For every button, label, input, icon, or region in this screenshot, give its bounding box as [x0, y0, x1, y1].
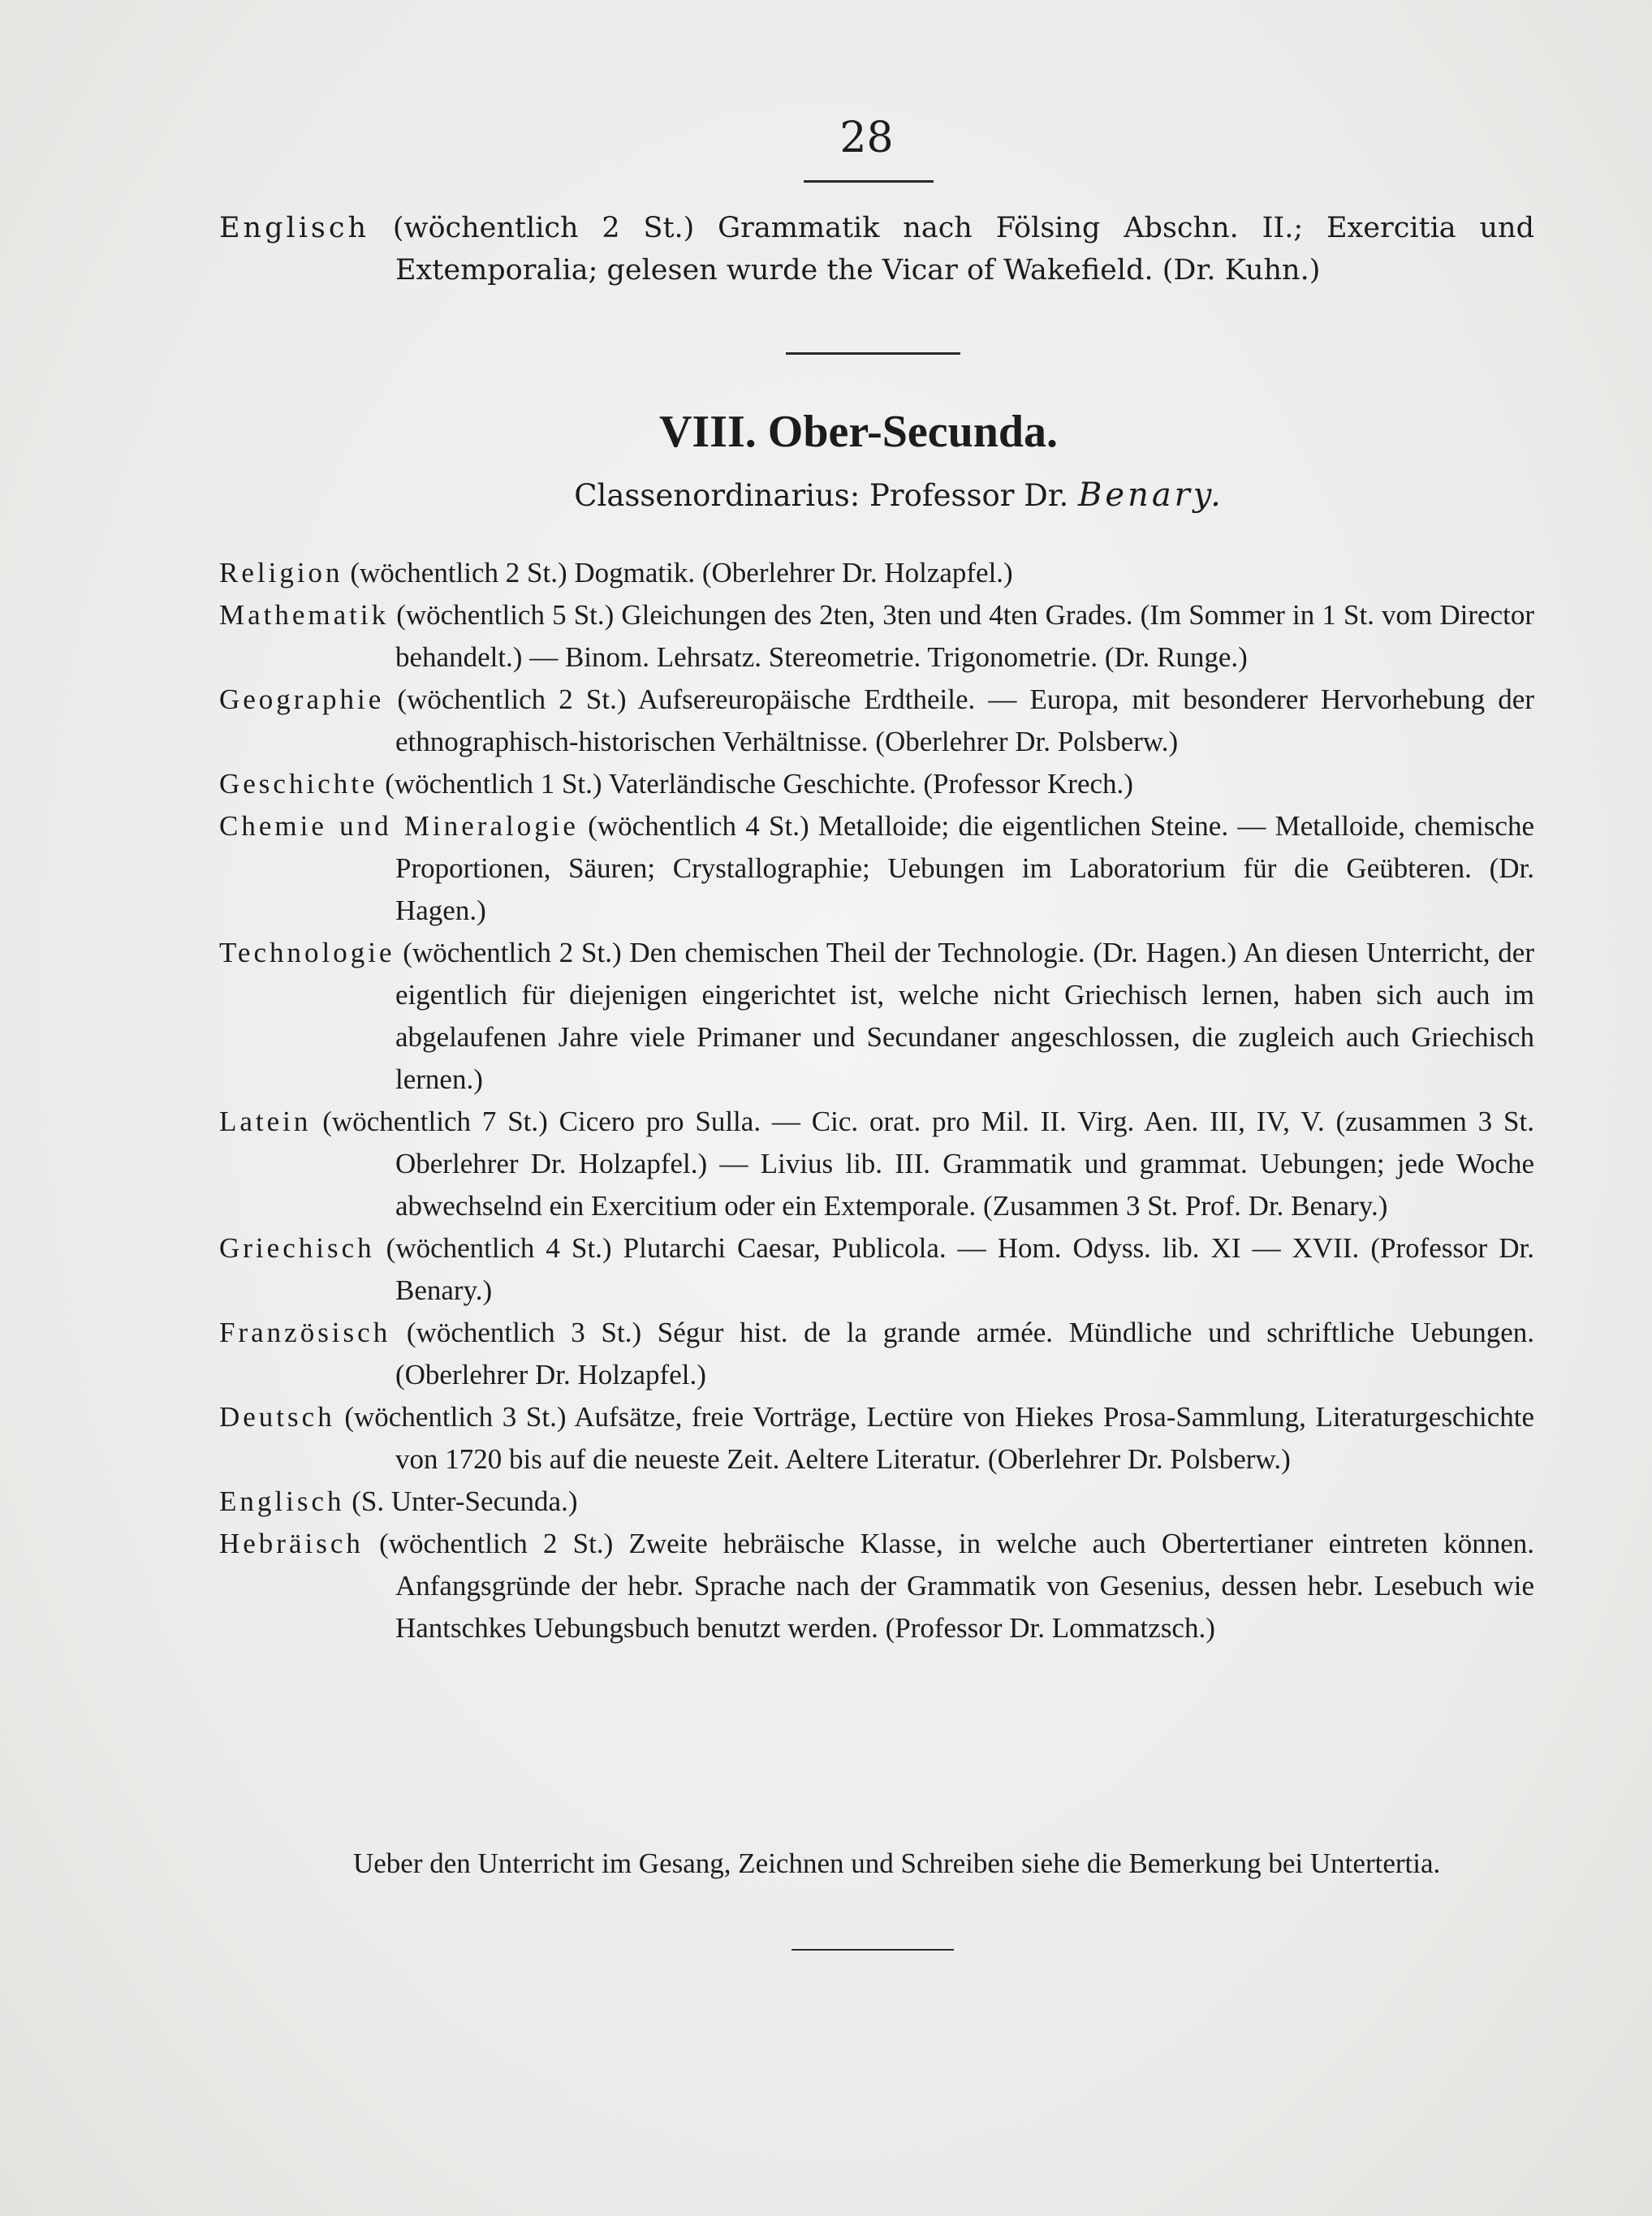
subject-entry — [219, 1396, 1534, 1481]
subject-description: (wöchentlich 5 St.) Gleichungen des 2ten, 3ten und 4ten Grades. (Im Sommer in 1 St. vom Director behandelt.) — Binom. Lehrsatz. Stereometrie. Trigonometrie. (Dr. Runge.) — [389, 599, 1534, 673]
subject-entry — [219, 805, 1534, 932]
subject-name: Deutsch — [219, 1401, 335, 1433]
subject-name: Englisch — [219, 212, 369, 244]
subject-name: Religion — [219, 557, 343, 588]
subject-name: Mathematik — [219, 599, 390, 631]
subject-name: Französisch — [219, 1317, 391, 1348]
subject-entry — [219, 1312, 1534, 1396]
subject-description: (S. Unter-Secunda.) — [344, 1485, 578, 1517]
subject-name: Geographie — [219, 683, 385, 715]
subject-name: Chemie und Mineralogie — [219, 810, 579, 842]
subject-description: (wöchentlich 2 St.) Den chemischen Theil der Technologie. (Dr. Hagen.) An diesen Unterricht, der eigentlich für diejenigen eingerichtet ist, welche nicht Griechisch lernen, haben sich auch im abgelaufenen Jahre viele Primaner und Secundaner angeschlossen, die zugleich auch Griechisch lernen.) — [395, 937, 1534, 1095]
subject-name: Geschichte — [219, 768, 378, 800]
closing-note: Ueber den Unterricht im Gesang, Zeichnen und Schreiben siehe die Bemerkung bei Untertertia. — [353, 1847, 1441, 1879]
subject-entry — [219, 552, 1534, 594]
subject-description: (wöchentlich 2 St.) Grammatik nach Fölsing Abschn. II.; Exercitia und Extemporalia; gelesen wurde the Vicar of Wakefield. (Dr. Kuhn.) — [369, 212, 1534, 287]
subject-name: Technologie — [219, 937, 395, 968]
subject-list — [219, 552, 1534, 1649]
subject-description: (wöchentlich 2 St.) Aufsereuropäische Erdtheile. — Europa, mit besonderer Hervorhebung der ethnographisch-historischen Verhältnisse. (Oberlehrer Dr. Polsberw.) — [384, 683, 1534, 757]
subject-entry — [219, 932, 1534, 1101]
subject-name: Griechisch — [219, 1232, 375, 1264]
subject-description: (wöchentlich 2 St.) Zweite hebräische Klasse, in welche auch Obertertianer eintreten können. Anfangsgründe der hebr. Sprache nach der Grammatik von Gesenius, dessen hebr. Lesebuch wie Hantschkes Uebungsbuch benutzt werden. (Professor Dr. Lommatzsch.) — [363, 1528, 1534, 1644]
subject-name: Englisch — [219, 1485, 345, 1517]
subject-description: (wöchentlich 3 St.) Aufsätze, freie Vorträge, Lectüre von Hiekes Prosa-Sammlung, Literaturgeschichte von 1720 bis auf die neueste Zeit. Aeltere Literatur. (Oberlehrer Dr. Polsberw.) — [334, 1401, 1534, 1475]
subject-description: (wöchentlich 1 St.) Vaterländische Geschichte. (Professor Krech.) — [377, 768, 1133, 800]
subject-entry-englisch-untersecunda — [219, 207, 1534, 291]
ordinarius-label: Classenordinarius: Professor Dr. — [574, 478, 1069, 513]
subject-description: (wöchentlich 4 St.) Metalloide; die eigentlichen Steine. — Metalloide, chemische Proportionen, Säuren; Crystallographie; Uebungen im Laboratorium für die Geübteren. (Dr. Hagen.) — [395, 810, 1534, 926]
page-number-rule — [804, 180, 934, 183]
subject-entry — [219, 1101, 1534, 1227]
subject-name: Hebräisch — [219, 1528, 364, 1559]
page-number: 28 — [839, 114, 894, 162]
subject-entry — [219, 1523, 1534, 1649]
section-divider — [786, 352, 960, 355]
previous-section-tail — [219, 207, 1534, 291]
subject-entry — [219, 763, 1534, 805]
subject-name: Latein — [219, 1106, 312, 1137]
subject-description: (wöchentlich 3 St.) Ségur hist. de la grande armée. Mündliche und schriftliche Uebungen. (Oberlehrer Dr. Holzapfel.) — [390, 1317, 1534, 1390]
subject-description: (wöchentlich 7 St.) Cicero pro Sulla. — Cic. orat. pro Mil. II. Virg. Aen. III, IV, V. (zusammen 3 St. Oberlehrer Dr. Holzapfel.) — Livius lib. III. Grammatik und grammat. Uebungen; jede Woche abwechselnd ein Exercitium oder ein Extemporale. (Zusammen 3 St. Prof. Dr. Benary.) — [311, 1106, 1534, 1222]
class-ordinarius — [73, 475, 1652, 516]
closing-block — [219, 1843, 1534, 1885]
ordinarius-name: Benary. — [1078, 476, 1224, 514]
end-rule — [791, 1949, 954, 1951]
subject-entry — [219, 1481, 1534, 1523]
subject-entry — [219, 594, 1534, 679]
subject-entry — [219, 679, 1534, 763]
subject-description: (wöchentlich 4 St.) Plutarchi Caesar, Publicola. — Hom. Odyss. lib. XI — XVII. (Professor Dr. Benary.) — [374, 1232, 1534, 1306]
subject-description: (wöchentlich 2 St.) Dogmatik. (Oberlehrer Dr. Holzapfel.) — [343, 557, 1013, 588]
section-title: VIII. Ober-Secunda. — [658, 407, 1059, 457]
subject-entry — [219, 1227, 1534, 1312]
